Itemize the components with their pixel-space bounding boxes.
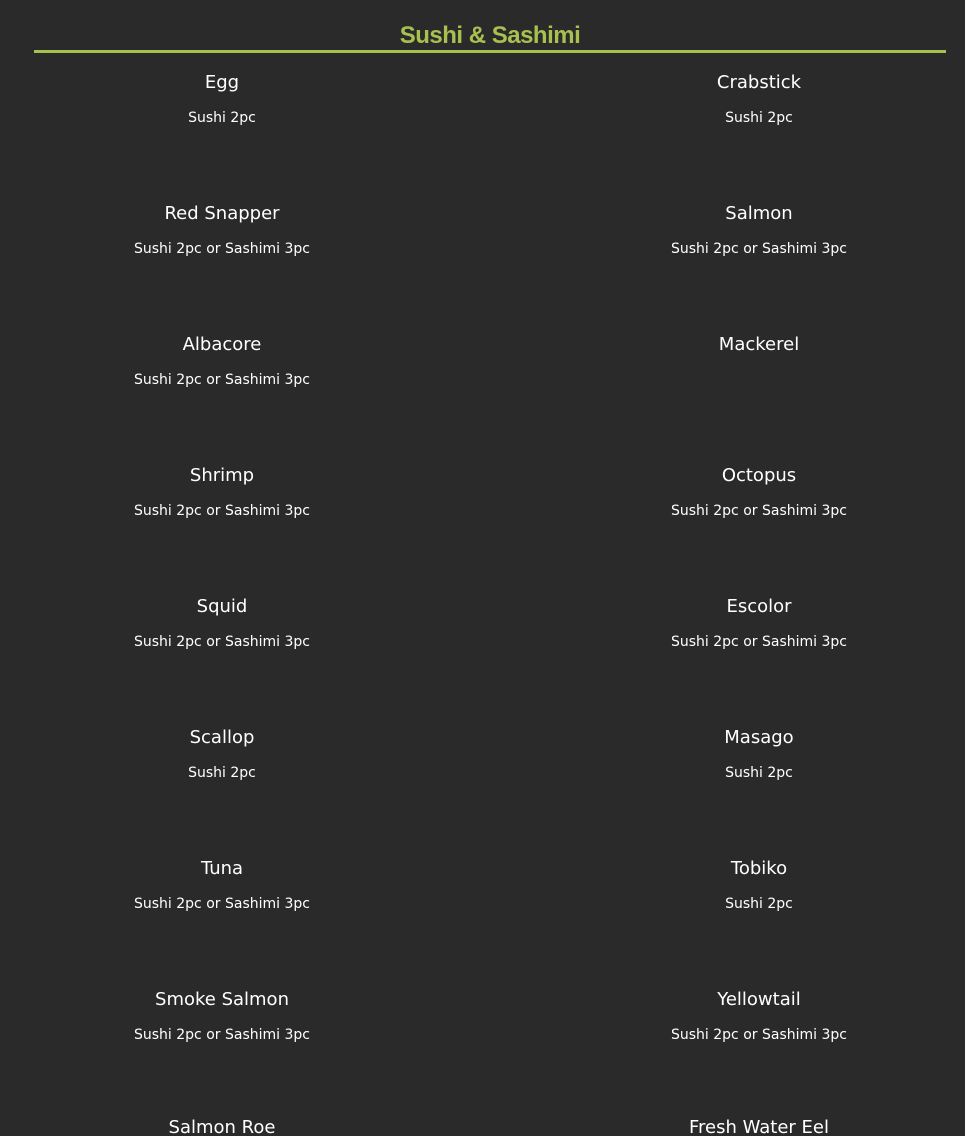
item-description (549, 370, 965, 390)
menu-item (549, 987, 965, 1045)
item-description: Sushi 2pc or Sashimi 3pc (134, 241, 310, 257)
menu-item (12, 463, 432, 521)
section-title: Sushi & Sashimi (399, 22, 581, 50)
menu-item (549, 70, 965, 128)
item-name: Tuna (200, 858, 244, 879)
menu-item (12, 201, 432, 259)
menu-item (12, 1115, 432, 1136)
menu-item (549, 1115, 965, 1136)
item-description: Sushi 2pc (188, 765, 256, 781)
menu-item (549, 725, 965, 783)
menu-item (549, 463, 965, 521)
item-name: Salmon Roe (168, 1117, 276, 1136)
item-description: Sushi 2pc or Sashimi 3pc (671, 1027, 847, 1043)
menu-item (549, 594, 965, 652)
item-name: Yellowtail (717, 989, 801, 1010)
item-description: Sushi 2pc or Sashimi 3pc (134, 1027, 310, 1043)
item-name: Mackerel (718, 334, 800, 355)
item-name: Salmon (725, 203, 793, 224)
menu-item (12, 594, 432, 652)
menu-item (549, 201, 965, 259)
item-name: Albacore (182, 334, 262, 355)
item-name: Smoke Salmon (155, 989, 289, 1010)
item-name: Squid (196, 596, 248, 617)
item-description: Sushi 2pc (725, 765, 793, 781)
item-description: Sushi 2pc (725, 896, 793, 912)
item-name: Scallop (189, 727, 255, 748)
item-description: Sushi 2pc (188, 110, 256, 126)
item-description: Sushi 2pc or Sashimi 3pc (671, 503, 847, 519)
menu-item (12, 856, 432, 914)
item-description: Sushi 2pc or Sashimi 3pc (671, 241, 847, 257)
item-name: Egg (204, 72, 240, 93)
item-name: Shrimp (189, 465, 255, 486)
item-name: Fresh Water Eel (688, 1117, 829, 1136)
item-description: Sushi 2pc or Sashimi 3pc (134, 503, 310, 519)
item-name: Escolor (726, 596, 792, 617)
item-name: Masago (724, 727, 794, 748)
menu-item (12, 332, 432, 390)
item-description: Sushi 2pc or Sashimi 3pc (134, 896, 310, 912)
item-name: Tobiko (730, 858, 788, 879)
menu-item (549, 856, 965, 914)
menu-item (12, 70, 432, 128)
menu-item (549, 332, 965, 390)
item-description: Sushi 2pc or Sashimi 3pc (134, 372, 310, 388)
item-description: Sushi 2pc (725, 110, 793, 126)
item-name: Crabstick (716, 72, 802, 93)
item-description: Sushi 2pc or Sashimi 3pc (134, 634, 310, 650)
item-description: Sushi 2pc or Sashimi 3pc (671, 634, 847, 650)
item-name: Octopus (721, 465, 797, 486)
menu-item (12, 987, 432, 1045)
item-name: Red Snapper (164, 203, 280, 224)
menu-item (12, 725, 432, 783)
